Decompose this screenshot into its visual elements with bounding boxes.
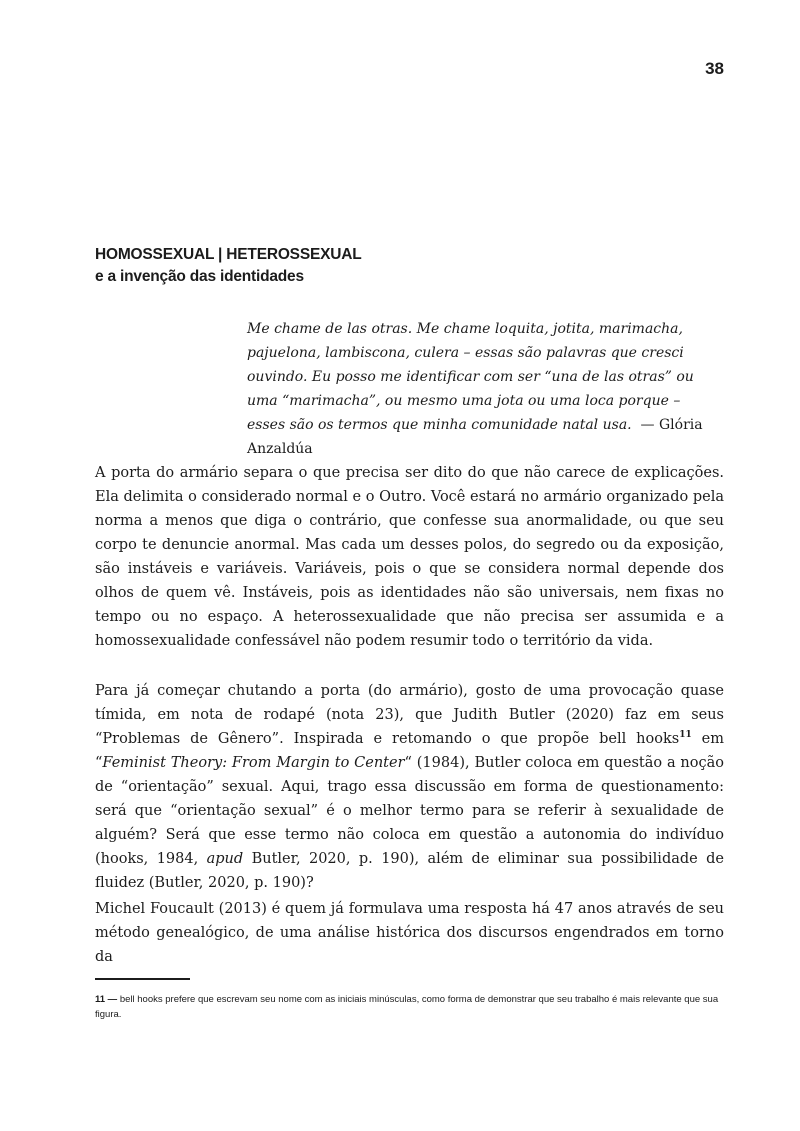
epigraph	[247, 317, 717, 461]
page-number: 38	[705, 59, 724, 78]
paragraph-2	[95, 679, 724, 895]
paragraph-2-text-2: em “	[95, 731, 724, 771]
apud-term: apud	[206, 851, 244, 867]
footnote-number: 11 —	[95, 994, 118, 1005]
paragraph-1: A porta do armário separa o que precisa ser dito do que não carece de explicações. Ela delimita o considerado normal e o Outro. Você estará no armário organizado pela norma a menos que diga o contrário, que confesse sua anormalidade, ou que seu corpo te denuncie anormal. Mas cada um desses polos, do segredo ou da exposição, são instáveis e variáveis. Variáveis, pois o que se considera normal depende dos olhos de quem vê. Instáveis, pois as identidades não são universais, nem fixas no tempo ou no espaço. A heterossexualidade que não precisa ser assumida e a homossexualidade confessável não podem resumir todo o território da vida.	[95, 465, 724, 649]
book-title: Feminist Theory: From Margin to Center	[102, 755, 405, 771]
heading-line-2: e a invenção das identidades	[95, 268, 304, 285]
epigraph-attribution: — Glória Anzaldúa	[247, 417, 703, 457]
section-heading	[95, 244, 362, 288]
footnote-text: bell hooks prefere que escrevam seu nome com as iniciais minúsculas, como forma de demonstrar que seu trabalho é mais relevante que sua figura.	[95, 994, 719, 1020]
footnote	[95, 992, 727, 1022]
footnote-divider	[95, 978, 190, 980]
epigraph-quote: Me chame de las otras. Me chame loquita, jotita, marimacha, pajuelona, lambiscona, culera – essas são palavras que cresci ouvindo. Eu posso me identificar com ser “una de las otras” ou uma “marimacha”, ou mesmo uma jota ou uma loca porque – esses são os termos que minha comunidade natal usa.	[247, 321, 694, 433]
paragraph-2-text-4: Butler, 2020, p. 190), além de eliminar sua possibilidade de fluidez (Butler, 2020, p. 190)?	[95, 851, 725, 891]
paragraph-3: Michel Foucault (2013) é quem já formulava uma resposta há 47 anos através de seu método genealógico, de uma análise histórica dos discursos engendrados em torno da	[95, 901, 724, 965]
heading-line-1: HOMOSSEXUAL | HETEROSSEXUAL	[95, 246, 362, 263]
paragraph-2-text-3: “ (1984), Butler coloca em questão a noção de “orientação” sexual. Aqui, trago essa discussão em forma de questionamento: será que “orientação sexual” é o melhor termo para se referir à sexualidade de alguém? Será que esse termo não coloca em questão a autonomia do indivíduo (hooks, 1984,	[95, 755, 724, 867]
paragraph-2-text-1: Para já começar chutando a porta (do armário), gosto de uma provocação quase tímida, em nota de rodapé (nota 23), que Judith Butler (2020) faz em seus “Problemas de Gênero”. Inspirada e retomando o que propõe bell hooks	[95, 683, 724, 747]
footnote-reference: 11	[679, 730, 692, 740]
